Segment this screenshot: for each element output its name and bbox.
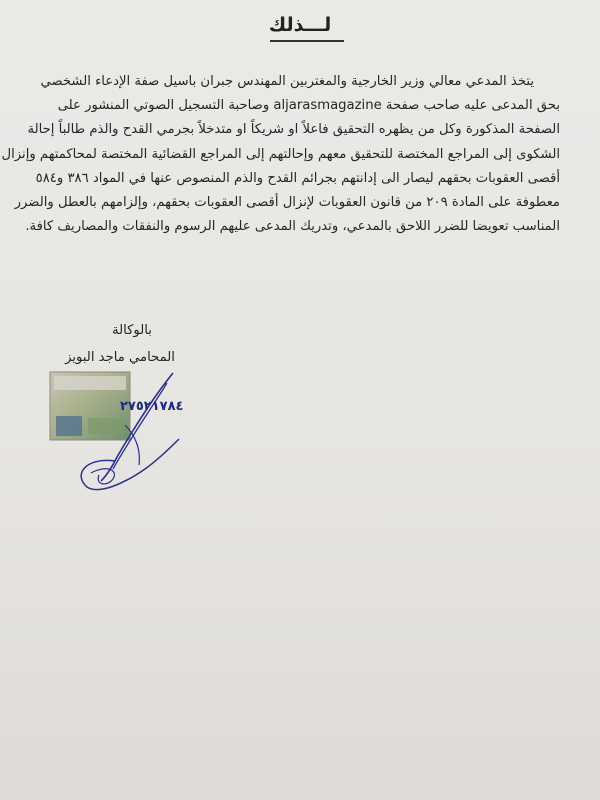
body-paragraph xyxy=(1,70,560,239)
signature-block xyxy=(40,320,200,370)
page-title: لـــذلك xyxy=(268,14,332,36)
body-line: يتخذ المدعي معالي وزير الخارجية والمغتربين المهندس جبران باسيل صفة الإدعاء الشخصي xyxy=(40,74,534,89)
body-line: أقصى العقوبات بحقهم ليصار الى إدانتهم بجرائم القدح والذم المنصوص عنها في المواد ٣٨٦ و٥٨٤ xyxy=(35,170,560,186)
body-line: الشكوى إلى المراجع المختصة للتحقيق معهم وإحالتهم إلى المراجع القضائية المختصة لمحاكمتهم وإنزال xyxy=(1,146,560,162)
signature-title: بالوكالة xyxy=(112,323,152,338)
title-underline xyxy=(270,40,344,42)
body-line: المناسب تعويضا للضرر اللاحق بالمدعي، وتدريك المدعى عليهم الرسوم والنفقات والمصاريف كافة. xyxy=(25,219,560,235)
lawyer-name: المحامي ماجد البويز xyxy=(65,350,175,365)
body-line: معطوفة على المادة ٢٠٩ من قانون العقوبات لإنزال أقصى العقوبات بحقهم، وإلزامهم بالعطل والضرر xyxy=(14,195,560,211)
body-line: بحق المدعى عليه صاحب صفحة aljarasmagazine وصاحبة التسجيل الصوتي المنشور على xyxy=(57,98,560,114)
stamp-number: ٢٧٥٢١٧٨٤ xyxy=(120,399,184,414)
body-line: الصفحة المذكورة وكل من يظهره التحقيق فاعلاً او شريكاً او متدخلاً بجرمي القدح والذم طالباً إحالة xyxy=(27,122,560,138)
handwritten-signature xyxy=(55,365,185,495)
